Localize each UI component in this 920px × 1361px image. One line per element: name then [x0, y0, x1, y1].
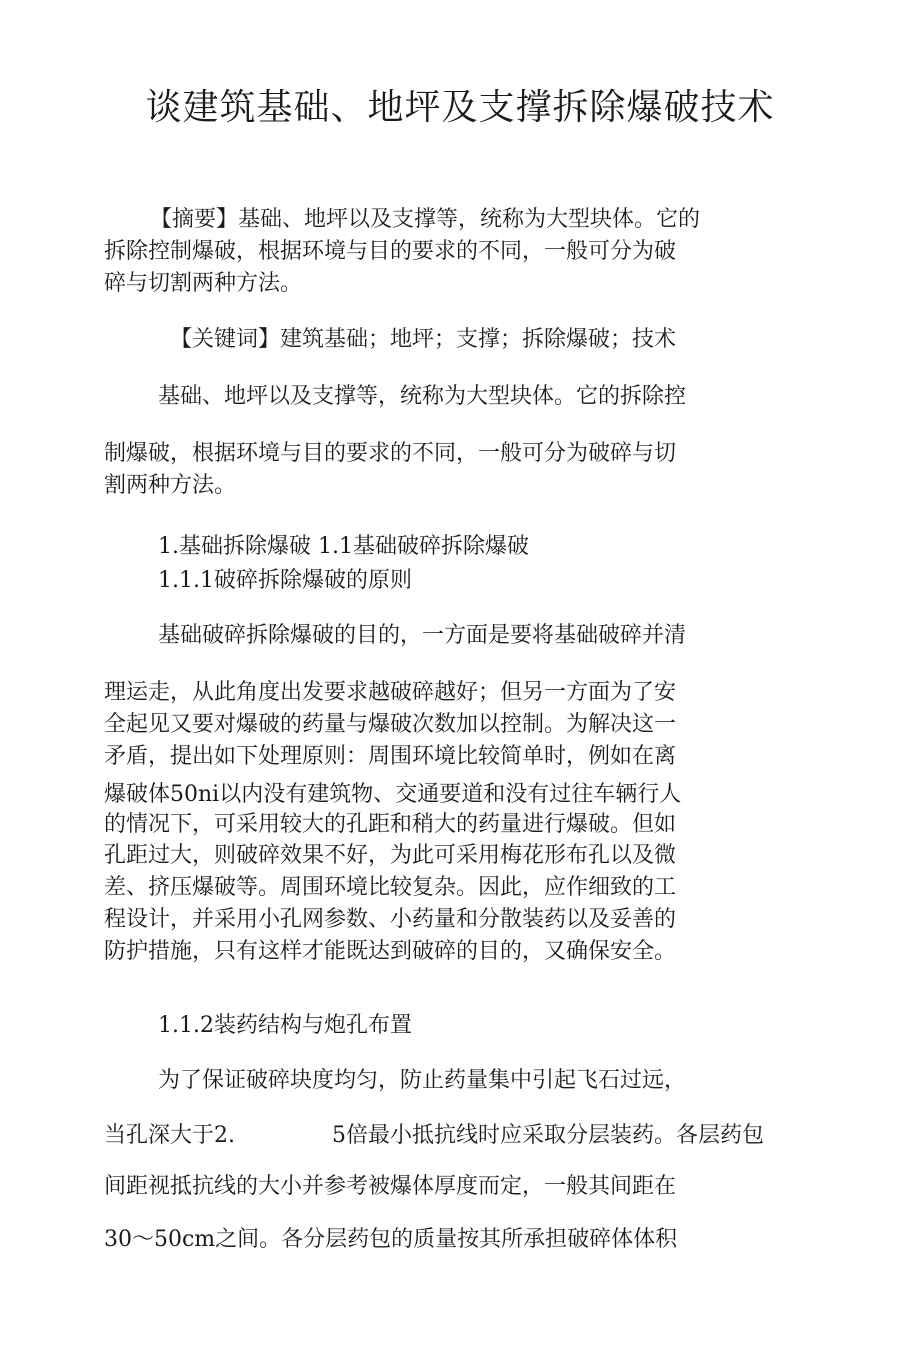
text-line: 制爆破，根据环境与目的要求的不同，一般可分为破碎与切	[104, 441, 677, 466]
text-line: 孔距过大，则破碎效果不好，为此可采用梅花形布孔以及微	[104, 843, 677, 868]
text-line: 为了保证破碎块度均匀，防止药量集中引起飞石过远，	[158, 1068, 687, 1093]
text-line: 5倍最小抵抗线时应采取分层装药。各层药包	[332, 1123, 764, 1148]
document-title: 谈建筑基础、地坪及支撑拆除爆破技术	[145, 87, 775, 128]
text-line: 的情况下，可采用较大的孔距和稍大的药量进行爆破。但如	[104, 812, 677, 837]
text-line: 矛盾，提出如下处理原则：周围环境比较简单时，例如在离	[104, 744, 677, 769]
text-line: 间距视抵抗线的大小并参考被爆体厚度而定，一般其间距在	[104, 1174, 677, 1199]
text-line: 程设计，并采用小孔网参数、小药量和分散装药以及妥善的	[104, 907, 677, 932]
text-line: 防护措施，只有这样才能既达到破碎的目的，又确保安全。	[104, 939, 677, 964]
text-line: 30～50cm之间。各分层药包的质量按其所承担破碎体体积	[104, 1227, 678, 1252]
text-line: 爆破体50ni以内没有建筑物、交通要道和没有过往车辆行人	[104, 782, 682, 807]
text-line: 【摘要】基础、地坪以及支撑等，统称为大型块体。它的	[150, 207, 701, 232]
text-line: 基础、地坪以及支撑等，统称为大型块体。它的拆除控	[158, 384, 687, 409]
text-line: 理运走，从此角度出发要求越破碎越好；但另一方面为了安	[104, 680, 677, 705]
section-heading: 1.1.2装药结构与炮孔布置	[158, 1013, 412, 1038]
text-line: 拆除控制爆破，根据环境与目的要求的不同，一般可分为破	[104, 239, 677, 264]
text-line: 当孔深大于2.	[104, 1123, 235, 1148]
text-line: 割两种方法。	[104, 473, 237, 498]
text-line: 基础破碎拆除爆破的目的，一方面是要将基础破碎并清	[158, 623, 687, 648]
text-line: 全起见又要对爆破的药量与爆破次数加以控制。为解决这一	[104, 712, 677, 737]
section-heading: 1.1.1破碎拆除爆破的原则	[158, 568, 412, 593]
text-line: 差、挤压爆破等。周围环境比较复杂。因此，应作细致的工	[104, 875, 677, 900]
section-heading: 1.基础拆除爆破 1.1基础破碎拆除爆破	[158, 534, 529, 559]
keywords-line: 【关键词】建筑基础；地坪；支撑；拆除爆破；技术	[170, 327, 677, 352]
text-line: 碎与切割两种方法。	[104, 271, 303, 296]
